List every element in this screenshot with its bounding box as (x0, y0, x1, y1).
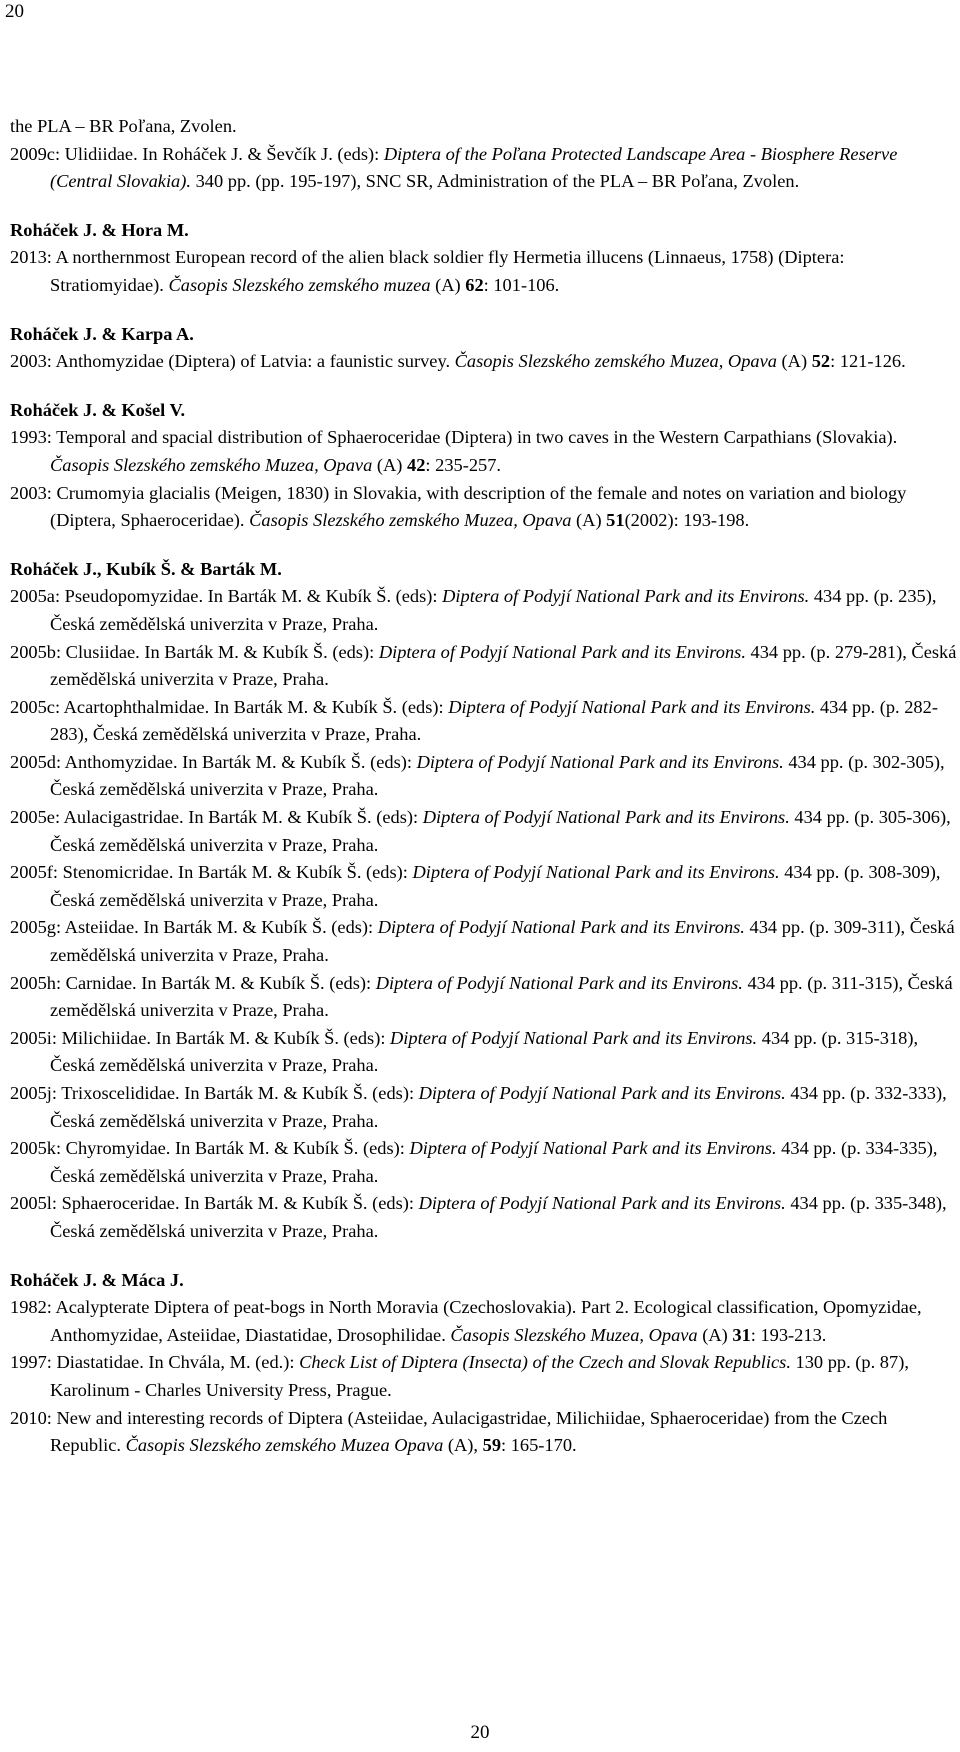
ref-entry (10, 804, 958, 859)
ref-volume: 52 (811, 351, 831, 372)
ref-journal: Časopis Slezského Muzea, Opava (450, 1324, 698, 1345)
author-heading: Roháček J. & Karpa A. (10, 323, 194, 344)
ref-entry (10, 424, 958, 479)
ref-text: 2005j: Trixoscelididae. In Barták M. & Kubík Š. (eds): (10, 1083, 419, 1103)
ref-text: 1997: Diastatidae. In Chvála, M. (ed.): (10, 1352, 300, 1373)
ref-text: : 101-106. (483, 274, 560, 295)
ref-text: 2005a: Pseudopomyzidae. In Barták M. & Kubík Š. (eds): (10, 586, 443, 607)
author-heading: Roháček J. & Košel V. (10, 399, 186, 420)
ref-journal: Časopis Slezského zemského muzea (168, 274, 431, 295)
ref-journal: Časopis Slezského zemského Muzea, Opava (454, 351, 777, 372)
ref-book-title: Diptera of Podyjí National Park and its Environs. (418, 1193, 786, 1214)
ref-entry (10, 244, 958, 299)
ref-text: (A), (443, 1435, 483, 1456)
author-heading: Roháček J. & Máca J. (10, 1269, 184, 1290)
ref-text: 434 pp. (p. 335-348), Česká zemědělská univerzita v Praze, Praha. (50, 1193, 947, 1241)
ref-text: 130 pp. (p. 87), Karolinum - Charles University Press, Prague. (50, 1352, 909, 1400)
ref-book-title: Diptera of Podyjí National Park and its Environs. (416, 751, 784, 772)
ref-2009c (10, 141, 958, 196)
ref-book-title: Diptera of Podyjí National Park and its Environs. (442, 586, 810, 607)
ref-text: 2010: New and interesting records of Diptera (Asteiidae, Aulacigastridae, Milichiidae, Sphaeroceridae) from the Czech Republic. (10, 1407, 888, 1456)
ref-volume: 62 (465, 274, 484, 295)
reference-list (10, 113, 958, 1460)
ref-book-title: Diptera of Podyjí National Park and its Environs. (412, 862, 780, 883)
page-number-bottom: 20 (470, 1722, 490, 1743)
ref-text: (A) (430, 274, 466, 295)
ref-text: 1993: Temporal and spacial distribution of Sphaeroceridae (Diptera) in two caves in the Western Carpathians (Slovakia). (10, 427, 898, 448)
ref-journal: Časopis Slezského zemského Muzea Opava (125, 1435, 444, 1456)
author-heading: Roháček J., Kubík Š. & Barták M. (10, 558, 282, 579)
ref-book-title: Diptera of Podyjí National Park and its Environs. (377, 917, 745, 938)
ref-text: : 193-213. (750, 1324, 827, 1345)
ref-entry (10, 583, 958, 638)
ref-book-title: Diptera of Podyjí National Park and its Environs. (390, 1027, 758, 1048)
ref-entry (10, 1405, 958, 1460)
ref-text: 434 pp. (p. 282-283), Česká zemědělská univerzita v Praze, Praha. (50, 696, 938, 745)
ref-text: 2003: Crumomyia glacialis (Meigen, 1830) in Slovakia, with description of the female and notes on variation and biology (Diptera, Sphaeroceridae). (10, 482, 907, 531)
ref-book-title: Diptera of Podyjí National Park and its Environs. (422, 807, 790, 828)
ref-volume: 31 (732, 1324, 751, 1345)
ref-text: (A) (776, 351, 812, 372)
ref-entry (10, 348, 958, 376)
ref-volume: 59 (482, 1435, 502, 1456)
ref-text: 434 pp. (p. 311-315), Česká zemědělská univerzita v Praze, Praha. (50, 972, 953, 1021)
ref-book-title: Diptera of Podyjí National Park and its Environs. (418, 1083, 786, 1103)
ref-entry (10, 694, 958, 749)
ref-book-title: Check List of Diptera (Insecta) of the Czech and Slovak Republics. (299, 1352, 791, 1373)
ref-text: 434 pp. (p. 315-318), Česká zemědělská univerzita v Praze, Praha. (50, 1027, 919, 1076)
ref-text: 434 pp. (p. 308-309), Česká zemědělská univerzita v Praze, Praha. (50, 862, 941, 910)
ref-entry (10, 749, 958, 804)
ref-text: 434 pp. (p. 279-281), Česká zemědělská univerzita v Praze, Praha. (50, 641, 957, 690)
ref-text: 434 pp. (p. 302-305), Česká zemědělská univerzita v Praze, Praha. (50, 751, 945, 800)
ref-journal: Časopis Slezského zemského Muzea, Opava (249, 510, 572, 531)
ref-volume: 42 (407, 454, 426, 475)
ref-entry (10, 1349, 958, 1404)
continuation-line (10, 113, 958, 141)
ref-text: 2005d: Anthomyzidae. In Barták M. & Kubík Š. (eds): (10, 751, 417, 772)
ref-text: 434 pp. (p. 309-311), Česká zemědělská univerzita v Praze, Praha. (50, 917, 955, 966)
ref-text: : 235-257. (425, 454, 502, 475)
ref-entry (10, 480, 958, 535)
ref-text: : 165-170. (501, 1435, 577, 1456)
ref-text: 2005b: Clusiidae. In Barták M. & Kubík Š. (eds): (10, 641, 379, 662)
ref-text: 2005l: Sphaeroceridae. In Barták M. & Kubík Š. (eds): (10, 1193, 419, 1214)
ref-text: 434 pp. (p. 332-333), Česká zemědělská univerzita v Praze, Praha. (50, 1083, 947, 1131)
ref-book-title: Diptera of Podyjí National Park and its Environs. (409, 1138, 777, 1159)
ref-book-title: Diptera of Podyjí National Park and its Environs. (378, 641, 746, 662)
ref-text: 434 pp. (p. 305-306), Česká zemědělská univerzita v Praze, Praha. (50, 807, 951, 855)
ref-entry (10, 1294, 958, 1349)
ref-journal: Časopis Slezského zemského Muzea, Opava (50, 454, 373, 475)
ref-text: 2009c: Ulidiidae. In Roháček J. & Ševčík J. (eds): (10, 143, 384, 164)
ref-entry (10, 1190, 958, 1245)
ref-entry (10, 970, 958, 1025)
ref-book-title: Diptera of Podyjí National Park and its Environs. (448, 696, 816, 717)
author-heading: Roháček J. & Hora M. (10, 219, 189, 240)
page-number-top: 20 (5, 1, 24, 22)
ref-text: 1982: Acalypterate Diptera of peat-bogs in North Moravia (Czechoslovakia). Part 2. Ecological classification, Opomyzidae, Anthomyzidae, Asteiidae, Diastatidae, Drosophilidae. (10, 1297, 922, 1345)
ref-text: (A) (372, 454, 408, 475)
ref-text: 2005g: Asteiidae. In Barták M. & Kubík Š. (eds): (10, 917, 378, 938)
ref-text: (A) (571, 510, 607, 531)
ref-text: 2013: A northernmost European record of the alien black soldier fly Hermetia illucens (Linnaeus, 1758) (Diptera: Stratiomyidae). (10, 247, 845, 295)
ref-text: 340 pp. (pp. 195-197), SNC SR, Administration of the PLA – BR Poľana, Zvolen. (190, 171, 800, 192)
ref-text: 2005h: Carnidae. In Barták M. & Kubík Š. (eds): (10, 972, 376, 993)
ref-text: 2005k: Chyromyidae. In Barták M. & Kubík Š. (eds): (10, 1138, 410, 1159)
ref-text: 2005i: Milichiidae. In Barták M. & Kubík Š. (eds): (10, 1027, 391, 1048)
ref-text: (A) (697, 1324, 733, 1345)
ref-text: 2005f: Stenomicridae. In Barták M. & Kubík Š. (eds): (10, 862, 413, 883)
ref-book-title: Diptera of the Poľana Protected Landscape Area - Biosphere Reserve (Central Slovakia). (50, 143, 898, 192)
ref-text: 434 pp. (p. 334-335), Česká zemědělská univerzita v Praze, Praha. (50, 1138, 938, 1186)
ref-entry (10, 1135, 958, 1190)
ref-entry (10, 1080, 958, 1135)
ref-text: 2005c: Acartophthalmidae. In Barták M. & Kubík Š. (eds): (10, 696, 449, 717)
continuation-text: the PLA – BR Poľana, Zvolen. (10, 116, 237, 136)
ref-book-title: Diptera of Podyjí National Park and its Environs. (375, 972, 743, 993)
ref-text: : 121-126. (830, 351, 906, 372)
ref-volume: 51 (606, 510, 625, 531)
ref-text: 434 pp. (p. 235), Česká zemědělská univerzita v Praze, Praha. (50, 586, 937, 634)
ref-entry (10, 1025, 958, 1080)
ref-entry (10, 859, 958, 914)
ref-entry (10, 639, 958, 694)
kubik-entries (10, 583, 958, 1245)
ref-text: 2005e: Aulacigastridae. In Barták M. & Kubík Š. (eds): (10, 807, 423, 828)
ref-text: (2002): 193-198. (624, 510, 750, 531)
ref-text: 2003: Anthomyzidae (Diptera) of Latvia: a faunistic survey. (10, 351, 455, 372)
ref-entry (10, 914, 958, 969)
